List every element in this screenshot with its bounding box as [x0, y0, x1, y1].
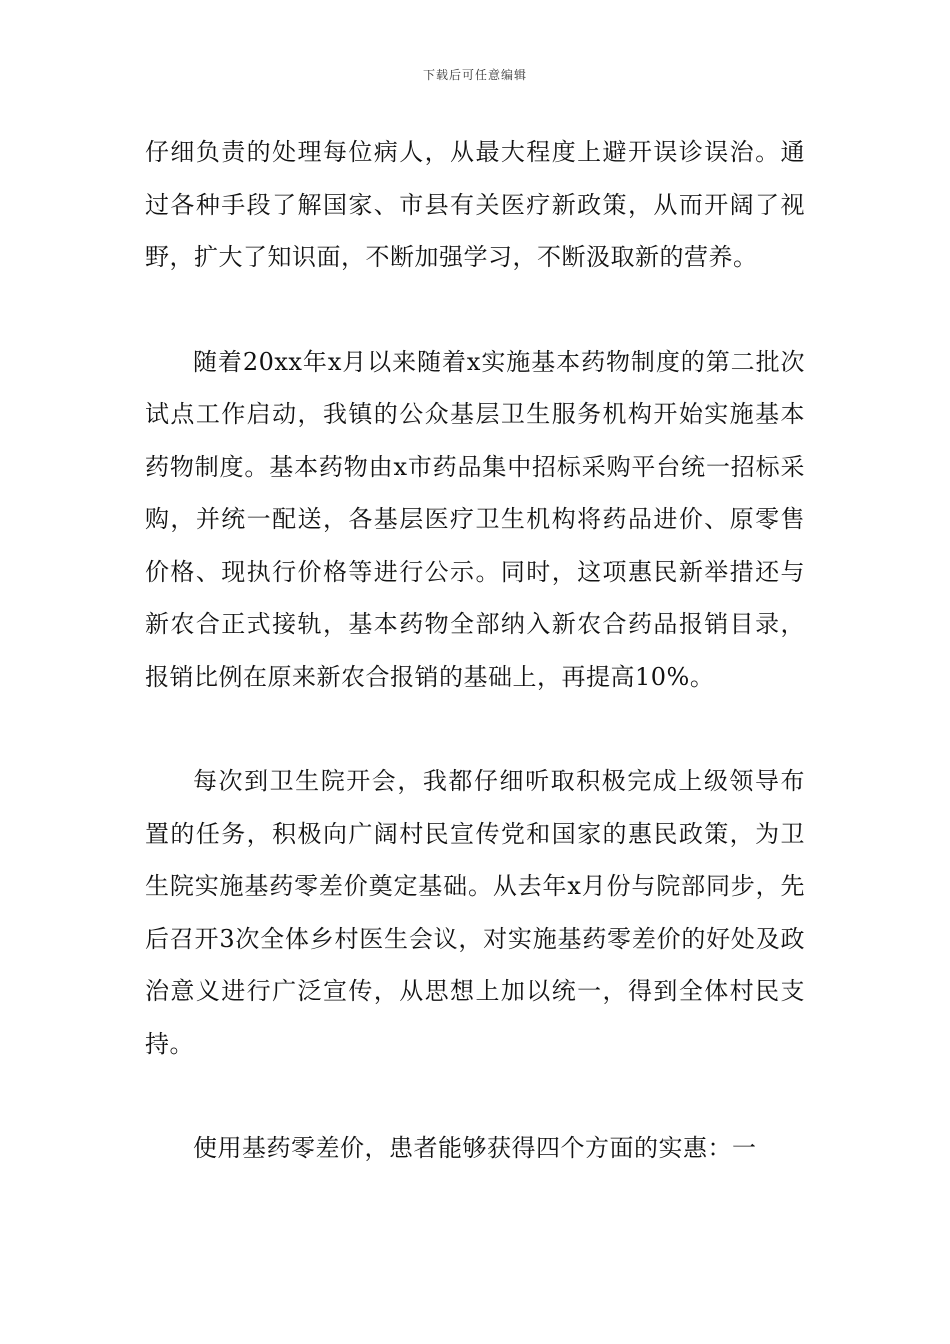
paragraph-4: 使用基药零差价，患者能够获得四个方面的实惠：一 [193, 1134, 757, 1162]
paragraph-3: 每次到卫生院开会，我都仔细听取积极完成上级领导布置的任务，积极向广阔村民宣传党和国家的惠民政策，为卫生院实施基药零差价奠定基础。从去年x月份与院部同步，先后召开3次全体乡村医生会议，对实施基药零差价的好处及政治意义进行广泛宣传，从思想上加以统一，得到全体村民支持。 [145, 767, 805, 1058]
paragraph-2: 随着20xx年x月以来随着x实施基本药物制度的第二批次试点工作启动，我镇的公众基层卫生服务机构开始实施基本药物制度。基本药物由x市药品集中招标采购平台统一招标采购，并统一配送，各基层医疗卫生机构将药品进价、原零售价格、现执行价格等进行公示。同时，这项惠民新举措还与新农合正式接轨，基本药物全部纳入新农合药品报销目录，报销比例在原来新农合报销的基础上，再提高10%。 [145, 347, 805, 691]
page-header: 下载后可任意编辑 [422, 68, 527, 82]
paragraph-1: 仔细负责的处理每位病人，从最大程度上避开误诊误治。通过各种手段了解国家、市县有关医疗新政策，从而开阔了视野，扩大了知识面，不断加强学习，不断汲取新的营养。 [145, 138, 805, 271]
document-body [145, 126, 805, 1175]
